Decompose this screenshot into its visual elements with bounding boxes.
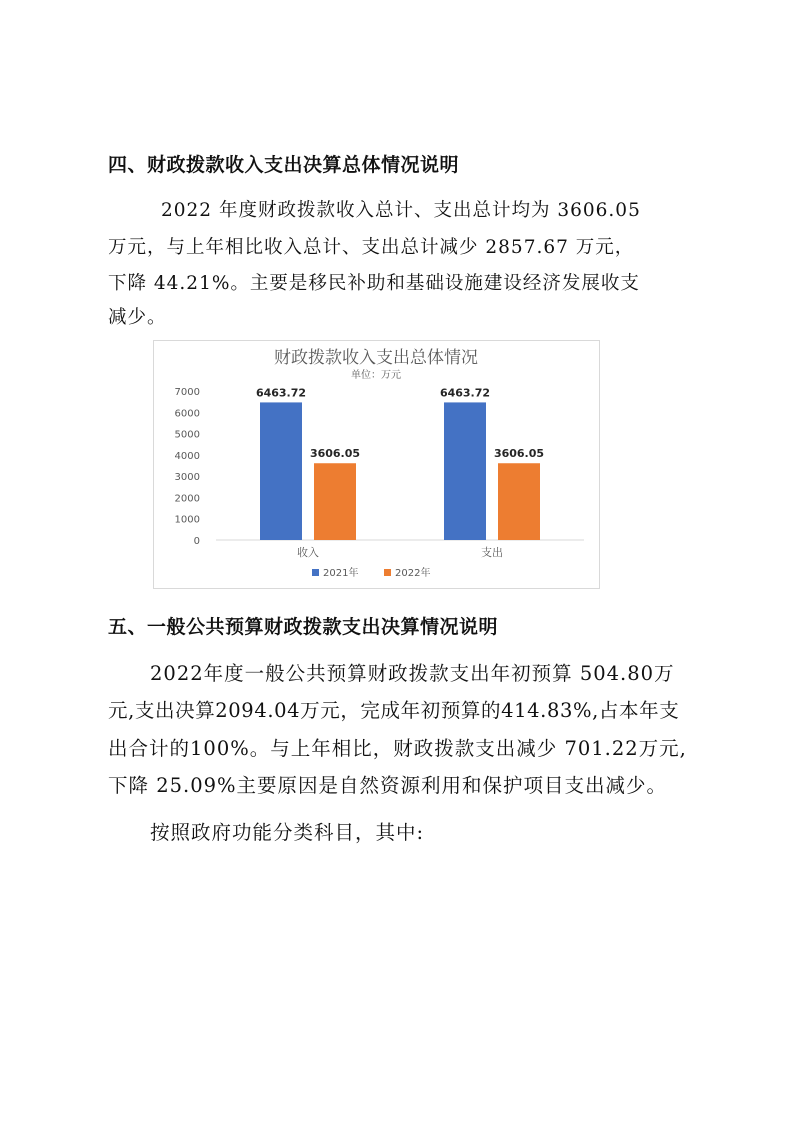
section-5-paragraph-2: 按照政府功能分类科目，其中:: [150, 821, 425, 844]
section-5-line-2: 元,支出决算2094.04万元，完成年初预算的414.83%,占本年支: [108, 699, 680, 722]
section-4-line-2: 万元，与上年相比收入总计、支出总计减少 2857.67 万元，: [108, 237, 635, 258]
bar-2021-income: [260, 402, 302, 540]
y-tick-label: 0: [193, 536, 200, 547]
section-4-line-3: 下降 44.21%。主要是移民补助和基础设施建设经济发展收支: [108, 273, 640, 294]
bar-2022-income: [314, 463, 356, 540]
y-tick-label: 3000: [174, 472, 200, 484]
y-tick-label: 4000: [174, 450, 200, 462]
legend-label: 2021年: [323, 568, 359, 579]
y-tick-label: 6000: [174, 408, 200, 420]
legend-swatch: [384, 569, 391, 576]
y-tick-label: 2000: [174, 493, 200, 505]
data-label: 6463.72: [255, 386, 307, 400]
section-5-line-4: 下降 25.09%主要原因是自然资源利用和保护项目支出减少。: [108, 774, 668, 797]
section-5-line-3: 出合计的100%。与上年相比，财政拨款支出减少 701.22万元,: [108, 737, 687, 760]
category-label: 收入: [297, 546, 319, 559]
category-label: 支出: [481, 546, 503, 559]
data-label: 3606.05: [493, 447, 545, 461]
legend-swatch: [312, 569, 319, 576]
chart-subtitle: 单位：万元: [351, 370, 401, 381]
legend-label: 2022年: [395, 568, 431, 579]
revenue-expenditure-chart: [153, 340, 600, 589]
y-tick-label: 1000: [174, 514, 200, 526]
section-4-line-4: 减少。: [108, 307, 167, 328]
section-5-heading: 五、一般公共预算财政拨款支出决算情况说明: [108, 616, 499, 638]
data-label: 6463.72: [439, 386, 491, 400]
data-label: 3606.05: [309, 447, 361, 461]
chart-svg: [154, 341, 599, 588]
bar-2022-expenditure: [498, 463, 540, 540]
y-tick-label: 7000: [174, 387, 200, 398]
section-4-line-1: 2022 年度财政拨款收入总计、支出总计均为 3606.05: [161, 200, 641, 221]
bar-2021-expenditure: [444, 402, 486, 540]
chart-title: 财政拨款收入支出总体情况: [274, 348, 478, 368]
section-4-heading: 四、财政拨款收入支出决算总体情况说明: [108, 154, 460, 176]
y-tick-label: 5000: [174, 429, 200, 441]
section-5-line-1: 2022年度一般公共预算财政拨款支出年初预算 504.80万: [150, 662, 675, 685]
